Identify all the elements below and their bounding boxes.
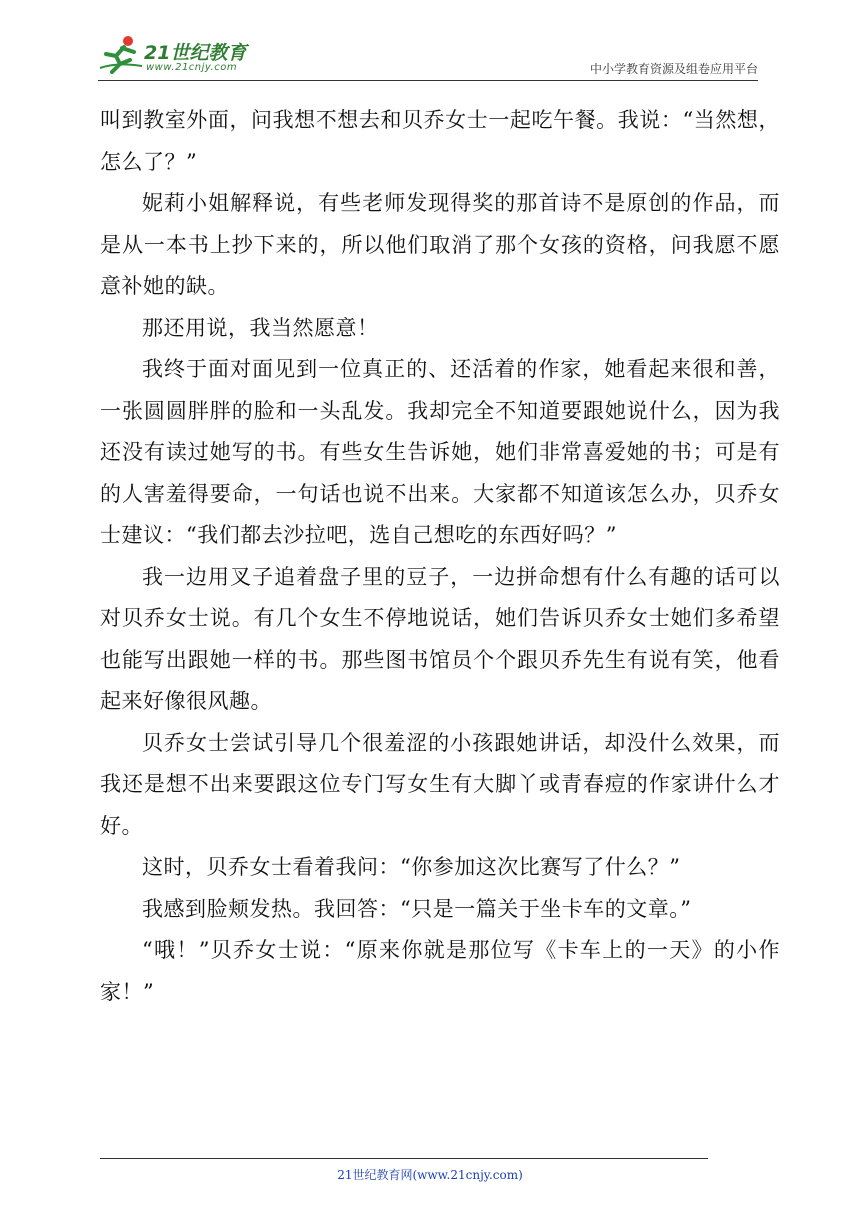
footer-divider xyxy=(100,1158,708,1159)
document-body xyxy=(100,100,780,1013)
paragraph: 我终于面对面见到一位真正的、还活着的作家，她看起来很和善，一张圆圆胖胖的脸和一头乱发。我却完全不知道要跟她说什么，因为我还没有读过她写的书。有些女生告诉她，她们非常喜爱她的书；可是有的人害羞得要命，一句话也说不出来。大家都不知道该怎么办，贝乔女士建议：“我们都去沙拉吧，选自己想吃的东西好吗？” xyxy=(100,357,780,547)
logo-url-text: www.21cnjy.com xyxy=(146,62,238,73)
footer-link[interactable]: 21世纪教育网(www.21cnjy.com) xyxy=(337,1168,523,1182)
runner-logo-icon xyxy=(98,34,144,74)
site-logo xyxy=(98,32,268,78)
page-header xyxy=(98,32,758,80)
paragraph: 那还用说，我当然愿意！ xyxy=(142,315,379,340)
logo-text: 21世纪教育 xyxy=(144,42,247,64)
paragraph: 这时，贝乔女士看着我问：“你参加这次比赛写了什么？” xyxy=(142,855,681,879)
paragraph: 叫到教室外面，问我想不想去和贝乔女士一起吃午餐。我说：“当然想，怎么了？” xyxy=(100,108,780,174)
paragraph: 贝乔女士尝试引导几个很羞涩的小孩跟她讲话，却没什么效果，而我还是想不出来要跟这位专门写女生有大脚丫或青春痘的作家讲什么才好。 xyxy=(100,730,780,838)
paragraph: “哦！”贝乔女士说：“原来你就是那位写《卡车上的一天》的小作家！” xyxy=(100,938,780,1004)
paragraph: 我感到脸颊发热。我回答：“只是一篇关于坐卡车的文章。” xyxy=(142,896,692,921)
paragraph: 我一边用叉子追着盘子里的豆子，一边拼命想有什么有趣的话可以对贝乔女士说。有几个女生不停地说话，她们告诉贝乔女士她们多希望也能写出跟她一样的书。那些图书馆员个个跟贝乔先生有说有笑，他看起来好像很风趣。 xyxy=(100,564,780,713)
header-divider xyxy=(98,80,758,81)
platform-name: 中小学教育资源及组卷应用平台 xyxy=(589,62,758,76)
paragraph: 妮莉小姐解释说，有些老师发现得奖的那首诗不是原创的作品，而是从一本书上抄下来的，所以他们取消了那个女孩的资格，问我愿不愿意补她的缺。 xyxy=(100,191,780,298)
